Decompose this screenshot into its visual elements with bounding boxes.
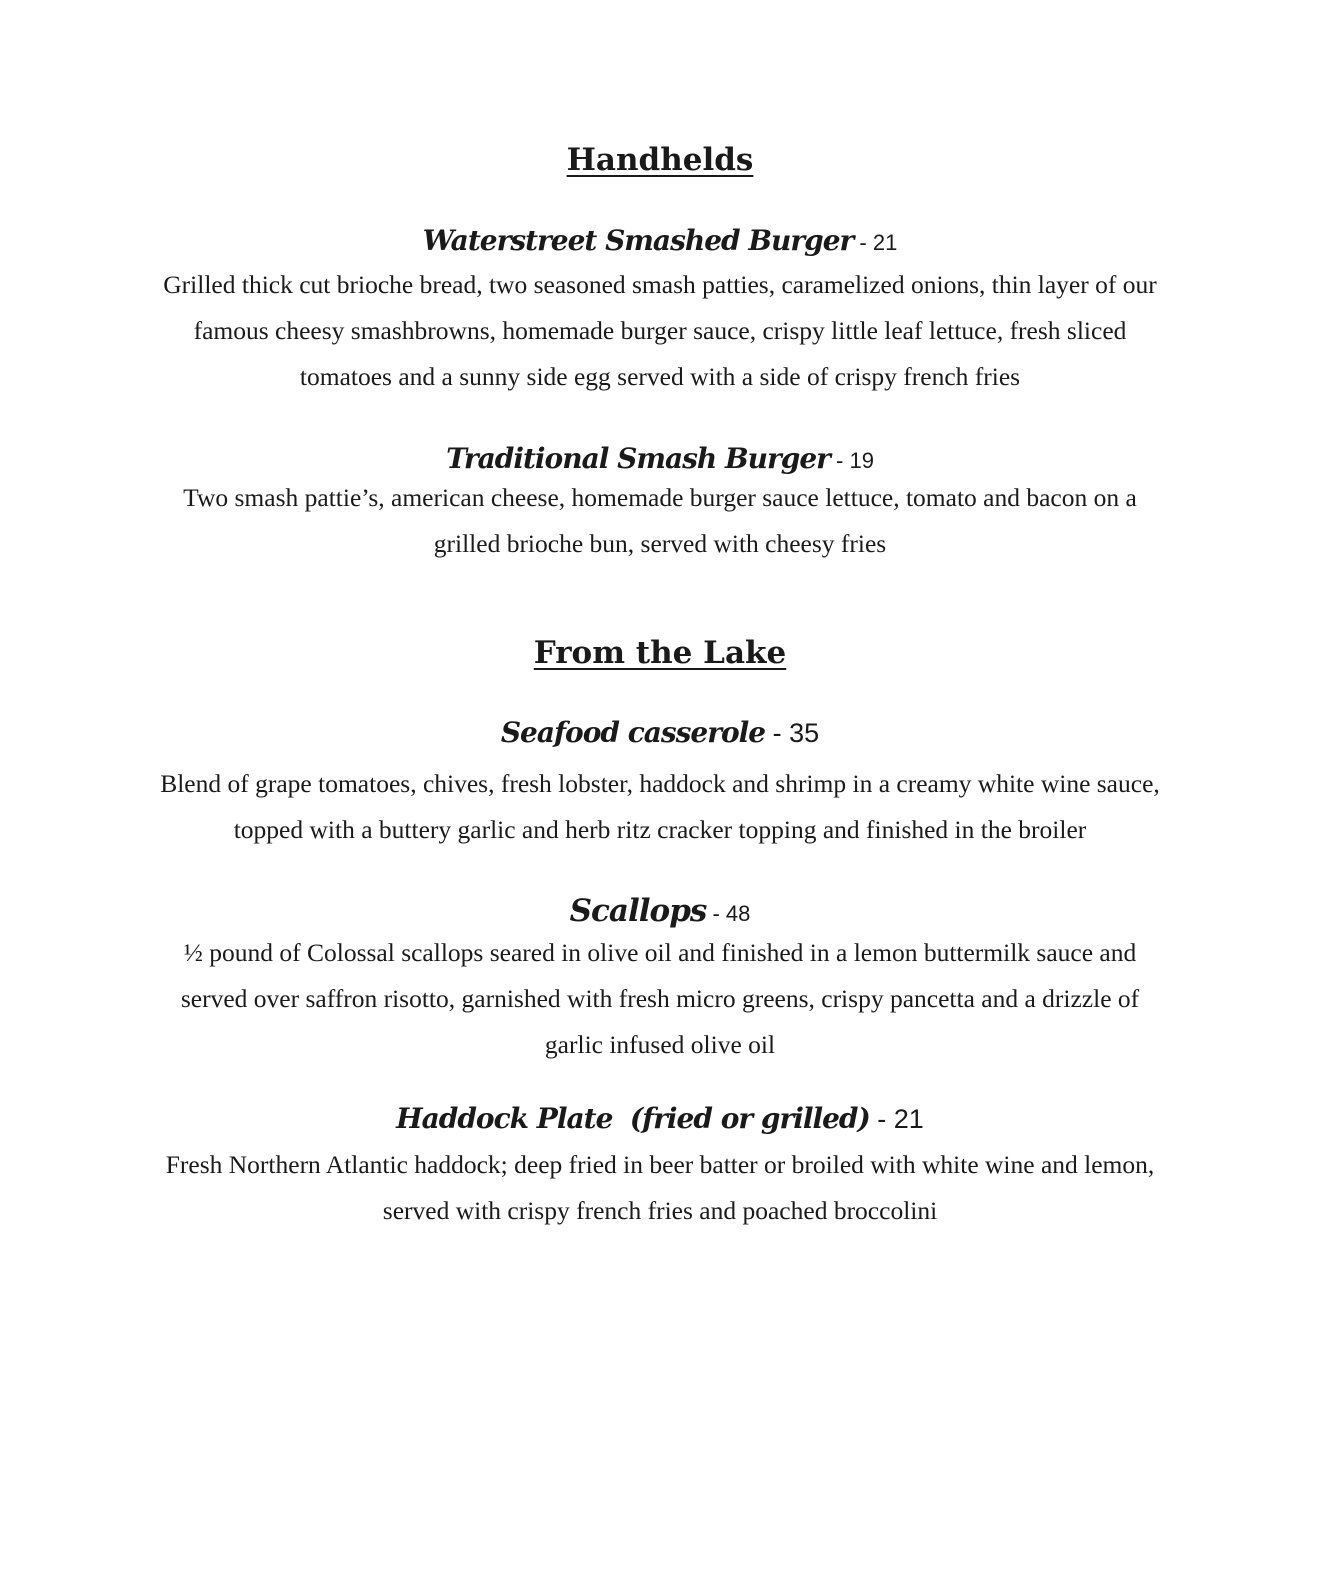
menu-item-name: Scallops (569, 893, 707, 930)
menu-item (0, 442, 1320, 568)
menu-item-description: ½ pound of Colossal scallops seared in olive oil and finished in a lemon buttermilk sauce and served over saffron risotto, garnished with fresh micro greens, crispy pancetta and a drizzle of garlic infused olive oil (180, 938, 1140, 1060)
menu-item-header (0, 893, 1320, 930)
menu-item-name: Haddock Plate (fried or grilled) (396, 1102, 870, 1136)
menu-item-price: 48 (725, 901, 751, 927)
menu-item (0, 893, 1320, 1068)
section-handhelds (0, 142, 1320, 567)
menu-item-price: 19 (849, 447, 874, 473)
menu-item-description: Fresh Northern Atlantic haddock; deep fried in beer batter or broiled with white wine and lemon, served with crispy french fries and poached broccolini (165, 1149, 1155, 1225)
menu-item (0, 224, 1320, 400)
menu-item-header (0, 716, 1320, 750)
section-heading: From the Lake (533, 635, 787, 672)
section-heading: Handhelds (566, 142, 754, 178)
menu-item-price: 21 (872, 230, 898, 256)
section-from-the-lake (0, 635, 1320, 1234)
menu-item-price: 21 (893, 1104, 924, 1135)
menu-item-header (0, 442, 1320, 476)
menu-item (0, 1102, 1320, 1234)
menu-item-header (0, 224, 1320, 258)
menu-item-separator: - (869, 1104, 894, 1135)
menu-item-header (0, 1102, 1320, 1136)
menu-item-separator: - (853, 230, 873, 256)
menu-item-description: Grilled thick cut brioche bread, two seasoned smash patties, caramelized onions, thin layer of our famous cheesy smashbrowns, homemade burger sauce, crispy little leaf lettuce, fresh sliced tomatoes and a sunny side egg served with a side of crispy french fries (163, 269, 1157, 391)
menu-item-price: 35 (789, 717, 820, 748)
menu-item-name: Seafood casserole (500, 715, 766, 749)
menu-item-description: Two smash pattie’s, american cheese, homemade burger sauce lettuce, tomato and bacon on a grilled brioche bun, served with cheesy fries (183, 483, 1137, 559)
menu-item-separator: - (706, 901, 726, 927)
menu-item-separator: - (765, 717, 790, 748)
menu-item (0, 716, 1320, 854)
menu-item-name: Waterstreet Smashed Burger (422, 224, 854, 258)
menu-item-separator: - (829, 447, 850, 473)
menu-item-description: Blend of grape tomatoes, chives, fresh lobster, haddock and shrimp in a creamy white wine sauce, topped with a buttery garlic and herb ritz cracker topping and finished in the broiler (160, 769, 1160, 845)
menu-item-name: Traditional Smash Burger (446, 441, 830, 475)
